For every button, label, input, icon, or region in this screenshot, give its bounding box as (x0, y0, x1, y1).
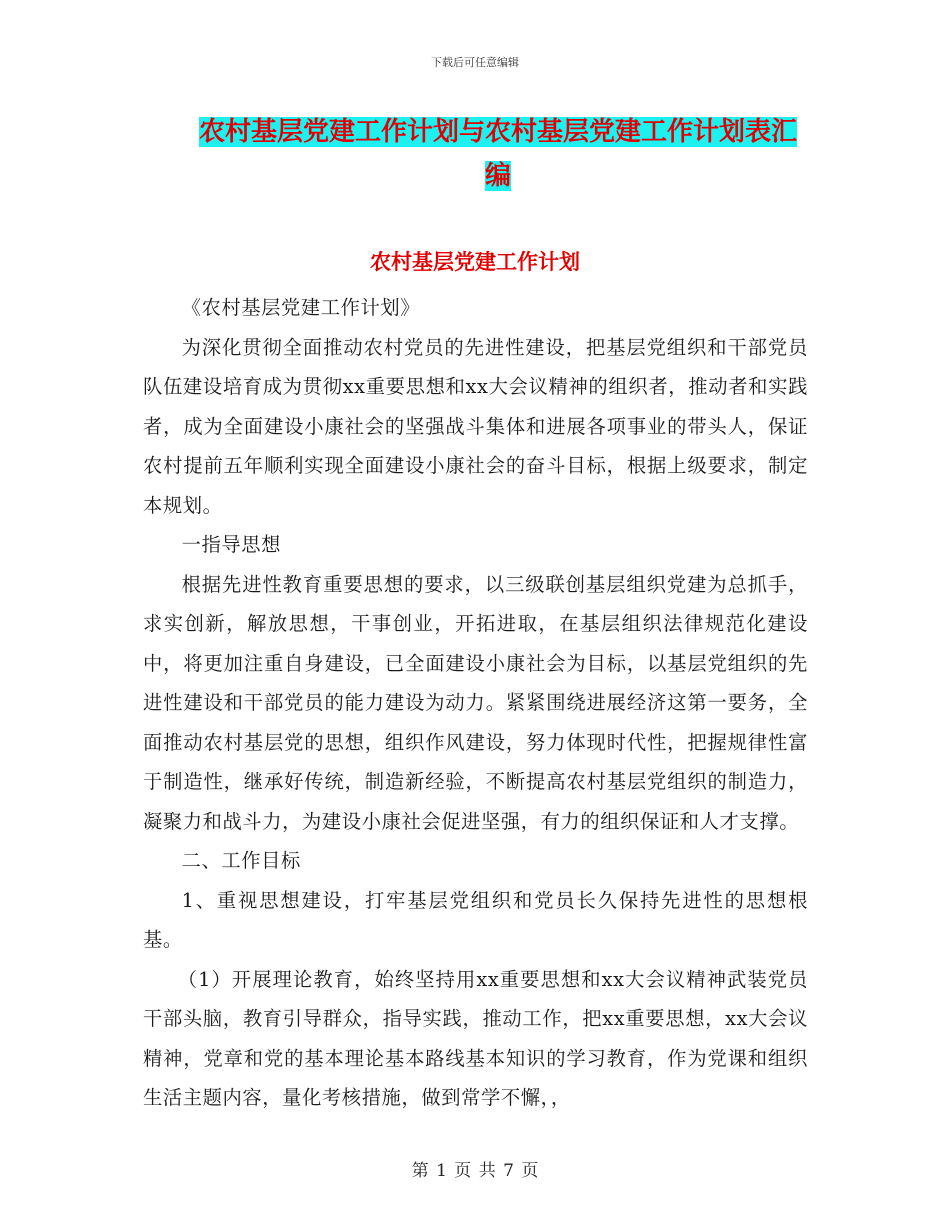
section-title: 农村基层党建工作计划 (370, 249, 580, 274)
page-footer: 第 1 页 共 7 页 (411, 1161, 539, 1181)
paragraph: 二、工作目标 (181, 849, 301, 872)
paragraph: 1、重视思想建设，打牢基层党组织和党员长久保持先进性的思想根基。 (143, 888, 808, 951)
paragraph: 为深化贯彻全面推动农村党员的先进性建设，把基层党组织和干部党员队伍建设培育成为贯彻xx重要思想和xx大会议精神的组织者，推动者和实践者，成为全面建设小康社会的坚强战斗集体和进展各项事业的带头人，保证农村提前五年顺利实现全面建设小康社会的奋斗目标，根据上级要求，制定本规划。 (143, 335, 808, 517)
paragraph: 根据先进性教育重要思想的要求，以三级联创基层组织党建为总抓手，求实创新，解放思想，干事创业，开拓进取，在基层组织法律规范化建设中，将更加注重自身建设，已全面建设小康社会为目标，以基层党组织的先进性建设和干部党员的能力建设为动力。紧紧围绕进展经济这第一要务，全面推动农村基层党的思想，组织作风建设，努力体现时代性，把握规律性富于制造性，继承好传统，制造新经验，不断提高农村基层党组织的制造力，凝聚力和战斗力，为建设小康社会促进坚强，有力的组织保证和人才支撑。 (143, 572, 808, 833)
title-line-2: 编 (484, 161, 511, 191)
paragraph: 《农村基层党建工作计划》 (181, 296, 421, 319)
paragraph: 一指导思想 (181, 533, 281, 556)
paragraph: （1）开展理论教育，始终坚持用xx重要思想和xx大会议精神武装党员干部头脑，教育引导群众，指导实践，推动工作，把xx重要思想，xx大会议精神，党章和党的基本理论基本路线基本知识的学习教育，作为党课和组织生活主题内容，量化考核措施，做到常学不懈，， (143, 967, 808, 1109)
body-text (143, 288, 808, 1118)
document-title (192, 110, 804, 198)
header-note: 下载后可任意编辑 (431, 56, 519, 69)
title-line-1: 农村基层党建工作计划与农村基层党建工作计划表汇 (198, 117, 797, 147)
